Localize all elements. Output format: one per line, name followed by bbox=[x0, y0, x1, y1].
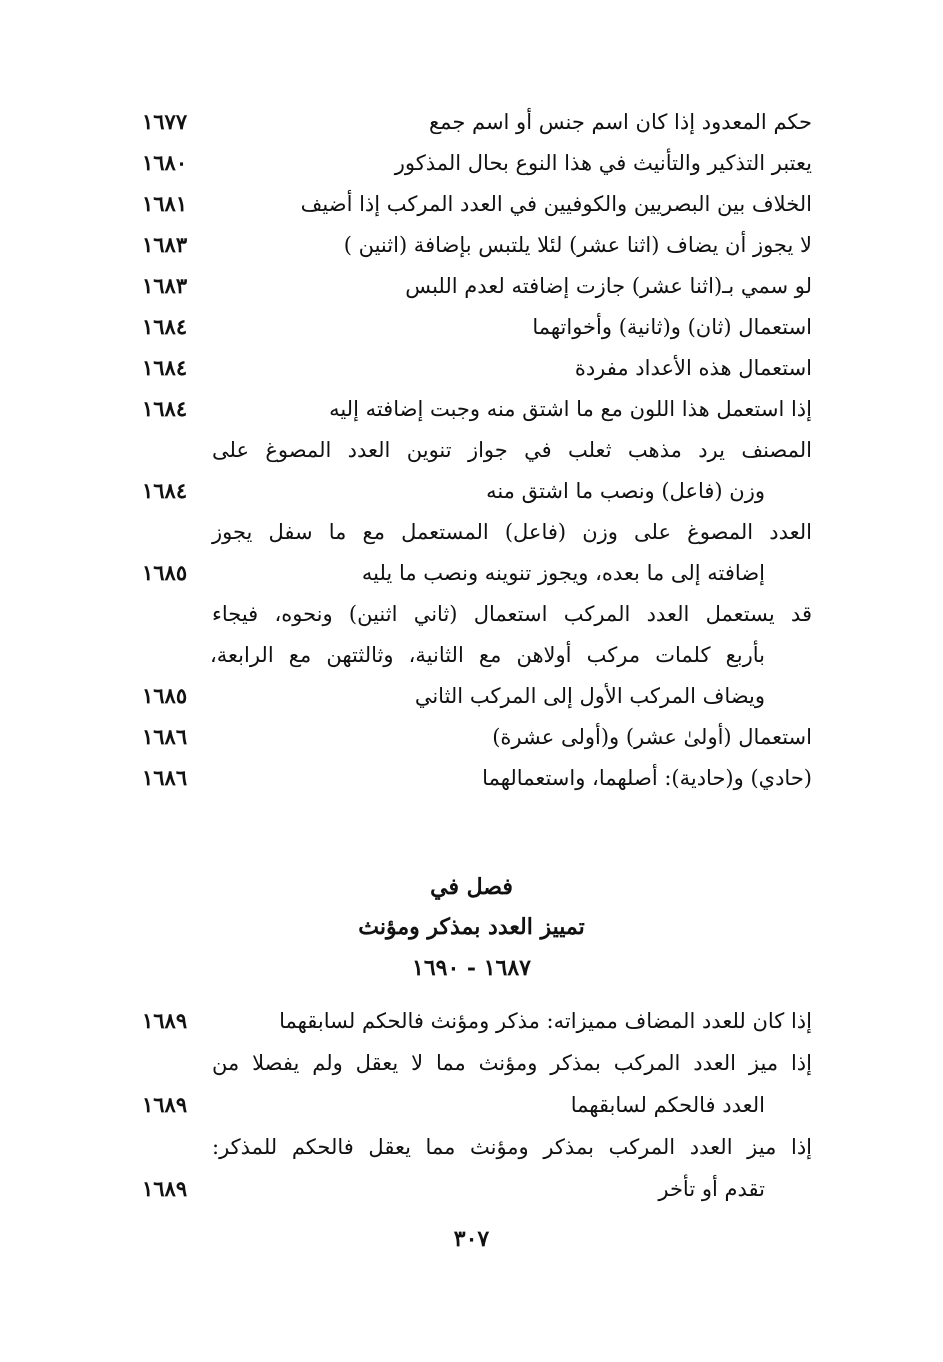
entry-text: الخلاف بين البصريين والكوفيين في العدد المركب إذا أضيف bbox=[300, 192, 812, 216]
index-entry bbox=[130, 349, 820, 390]
index-entry bbox=[130, 1002, 820, 1044]
entry-text: إذا استعمل هذا اللون مع ما اشتق منه وجبت إضافته إليه bbox=[329, 397, 812, 421]
page-number: ٣٠٧ bbox=[453, 1226, 490, 1252]
index-entry bbox=[130, 759, 820, 800]
entry-text: ويضاف المركب الأول إلى المركب الثاني bbox=[414, 684, 765, 708]
entry-page-number: ١٦٨٦ bbox=[142, 724, 188, 749]
index-entry bbox=[130, 1044, 820, 1086]
entry-text: استعمال (ثان) و(ثانية) وأخواتهما bbox=[532, 315, 812, 339]
entry-text: حكم المعدود إذا كان اسم جنس أو اسم جمع bbox=[429, 110, 812, 134]
entry-page-number: ١٦٨٩ bbox=[142, 1008, 188, 1033]
entry-text: استعمال (أولىٰ عشر) و(أولى عشرة) bbox=[492, 725, 812, 749]
index-entry-continuation bbox=[130, 677, 820, 718]
entry-text: إذا ميز العدد المركب بمذكر ومؤنث مما يعقل فالحكم للمذكر: bbox=[212, 1135, 812, 1159]
section-page-range: ١٦٨٧ - ١٦٩٠ bbox=[412, 955, 531, 981]
entry-text: إضافته إلى ما بعده، ويجوز تنوينه ونصب ما يليه bbox=[361, 561, 765, 585]
entry-page-number: ١٦٨٣ bbox=[142, 273, 188, 298]
index-entry bbox=[130, 390, 820, 431]
entry-text: العدد المصوغ على وزن (فاعل) المستعمل مع ما سفل يجوز bbox=[212, 520, 812, 544]
entry-text: إذا ميز العدد المركب بمذكر ومؤنث مما لا يعقل ولم يفصلا من bbox=[212, 1051, 812, 1075]
index-entry bbox=[130, 185, 820, 226]
index-entries bbox=[130, 103, 820, 800]
entry-text: تقدم أو تأخر bbox=[658, 1177, 765, 1201]
entry-page-number: ١٦٨٣ bbox=[142, 232, 188, 257]
entry-text: بأربع كلمات مركب أولاهن مع الثانية، وثالثتهن مع الرابعة، bbox=[210, 643, 765, 667]
index-entry bbox=[130, 267, 820, 308]
entry-page-number: ١٦٨٩ bbox=[142, 1176, 188, 1201]
entry-page-number: ١٦٨٠ bbox=[142, 150, 188, 175]
index-entry-continuation bbox=[130, 472, 820, 513]
section-entries bbox=[130, 1002, 820, 1212]
index-entry bbox=[130, 144, 820, 185]
entry-text: وزن (فاعل) ونصب ما اشتق منه bbox=[486, 479, 765, 503]
entry-page-number: ١٦٨٥ bbox=[142, 683, 188, 708]
entry-text: قد يستعمل العدد المركب استعمال (ثاني اثنين) ونحوه، فيجاء bbox=[212, 602, 812, 626]
index-entry bbox=[130, 431, 820, 472]
index-entry bbox=[130, 595, 820, 636]
entry-text: لو سمي بـ(اثنا عشر) جازت إضافته لعدم اللبس bbox=[405, 274, 812, 298]
index-entry-continuation bbox=[130, 554, 820, 595]
entry-page-number: ١٦٨١ bbox=[142, 191, 188, 216]
entry-page-number: ١٦٨٤ bbox=[142, 478, 188, 503]
index-entry bbox=[130, 1128, 820, 1170]
entry-text: إذا كان للعدد المضاف مميزاته: مذكر ومؤنث فالحكم لسابقهما bbox=[279, 1009, 812, 1033]
index-entry bbox=[130, 103, 820, 144]
index-entry-continuation bbox=[130, 1086, 820, 1128]
index-entry-continuation bbox=[130, 636, 820, 677]
entry-page-number: ١٦٨٩ bbox=[142, 1092, 188, 1117]
entry-page-number: ١٦٧٧ bbox=[142, 109, 188, 134]
section-label: فصل في bbox=[430, 874, 513, 900]
entry-text: يعتبر التذكير والتأنيث في هذا النوع بحال المذكور bbox=[394, 151, 812, 175]
index-entry bbox=[130, 308, 820, 349]
entry-text: استعمال هذه الأعداد مفردة bbox=[574, 356, 812, 380]
entry-page-number: ١٦٨٦ bbox=[142, 765, 188, 790]
index-entry bbox=[130, 226, 820, 267]
index-entry bbox=[130, 513, 820, 554]
entry-page-number: ١٦٨٤ bbox=[142, 396, 188, 421]
index-entry bbox=[130, 718, 820, 759]
index-entry-continuation bbox=[130, 1170, 820, 1212]
entry-page-number: ١٦٨٤ bbox=[142, 314, 188, 339]
entry-text: العدد فالحكم لسابقهما bbox=[570, 1093, 765, 1117]
entry-page-number: ١٦٨٤ bbox=[142, 355, 188, 380]
entry-text: لا يجوز أن يضاف (اثنا عشر) لئلا يلتبس بإضافة (اثنين ) bbox=[343, 233, 812, 257]
entry-text: المصنف يرد مذهب ثعلب في جواز تنوين العدد المصوغ على bbox=[212, 438, 812, 462]
entry-page-number: ١٦٨٥ bbox=[142, 560, 188, 585]
entry-text: (حادي) و(حادية): أصلهما، واستعمالهما bbox=[482, 766, 812, 790]
section-title: تمييز العدد بمذكر ومؤنث bbox=[358, 914, 585, 940]
